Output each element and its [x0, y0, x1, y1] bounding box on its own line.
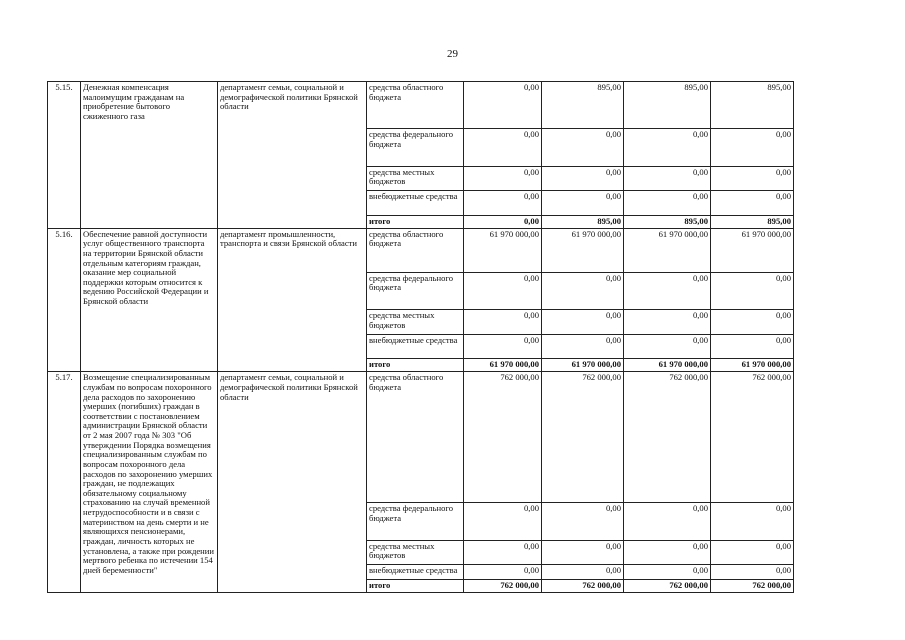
value-cell: 0,00 — [711, 310, 794, 335]
value-cell: 0,00 — [542, 191, 624, 216]
value-cell: 0,00 — [711, 272, 794, 310]
value-cell: 0,00 — [542, 272, 624, 310]
value-cell: 0,00 — [464, 540, 542, 565]
funding-source: средства областного бюджета — [367, 228, 464, 272]
value-cell: 0,00 — [624, 503, 711, 541]
value-cell: 0,00 — [542, 503, 624, 541]
total-value: 895,00 — [542, 215, 624, 228]
value-cell: 762 000,00 — [542, 372, 624, 503]
value-cell: 0,00 — [542, 540, 624, 565]
funding-source: внебюджетные средства — [367, 565, 464, 579]
table-row — [48, 82, 794, 129]
total-value: 61 970 000,00 — [711, 359, 794, 372]
value-cell: 0,00 — [464, 310, 542, 335]
item-title: Денежная компенсация малоимущим гражданам на приобретение бытового сжиженного газа — [81, 82, 218, 229]
value-cell: 0,00 — [464, 82, 542, 129]
item-title: Возмещение специализированным службам по вопросам похоронного дела расходов по захоронению умерших (погибших) граждан в соответствии с постановлением администрации Брянской области от 2 мая 2007 года № 303 "Об утверждении Порядка возмещения специализированным службам по вопросам похоронного дела расходов по захоронению умерших граждан, не подлежащих обязательному социальному страхованию на случай временной нетрудоспособности и в связи с материнством на день смерти и не являющихся пенсионерами, граждан, личность которых не установлена, а также при рождении мертвого ребенка по истечении 154 дней беременности" — [81, 372, 218, 593]
value-cell: 0,00 — [542, 565, 624, 579]
value-cell: 0,00 — [624, 540, 711, 565]
value-cell: 895,00 — [711, 82, 794, 129]
total-label: итого — [367, 215, 464, 228]
value-cell: 0,00 — [624, 166, 711, 191]
value-cell: 762 000,00 — [624, 372, 711, 503]
value-cell: 0,00 — [542, 334, 624, 359]
funding-source: средства федерального бюджета — [367, 128, 464, 166]
value-cell: 0,00 — [711, 503, 794, 541]
value-cell: 0,00 — [464, 272, 542, 310]
value-cell: 0,00 — [624, 191, 711, 216]
value-cell: 0,00 — [624, 310, 711, 335]
value-cell: 0,00 — [711, 128, 794, 166]
total-value: 895,00 — [624, 215, 711, 228]
value-cell: 0,00 — [542, 166, 624, 191]
value-cell: 0,00 — [464, 128, 542, 166]
total-value: 0,00 — [464, 215, 542, 228]
value-cell: 0,00 — [624, 272, 711, 310]
total-value: 762 000,00 — [711, 579, 794, 592]
total-label: итого — [367, 359, 464, 372]
page-number: 29 — [447, 48, 458, 60]
funding-source: средства областного бюджета — [367, 82, 464, 129]
value-cell: 762 000,00 — [711, 372, 794, 503]
item-department: департамент семьи, социальной и демографической политики Брянской области — [218, 82, 367, 229]
table-row — [48, 228, 794, 272]
item-number: 5.15. — [48, 82, 81, 229]
value-cell: 61 970 000,00 — [542, 228, 624, 272]
value-cell: 762 000,00 — [464, 372, 542, 503]
value-cell: 0,00 — [711, 191, 794, 216]
value-cell: 0,00 — [711, 540, 794, 565]
value-cell: 0,00 — [542, 310, 624, 335]
total-value: 762 000,00 — [464, 579, 542, 592]
item-department: департамент семьи, социальной и демографической политики Брянской области — [218, 372, 367, 593]
value-cell: 895,00 — [542, 82, 624, 129]
item-department: департамент промышленности, транспорта и связи Брянской области — [218, 228, 367, 372]
value-cell: 895,00 — [624, 82, 711, 129]
total-value: 762 000,00 — [624, 579, 711, 592]
funding-source: средства местных бюджетов — [367, 310, 464, 335]
total-label: итого — [367, 579, 464, 592]
value-cell: 0,00 — [464, 166, 542, 191]
value-cell: 0,00 — [542, 128, 624, 166]
funding-source: средства федерального бюджета — [367, 272, 464, 310]
budget-table — [47, 81, 794, 593]
value-cell: 0,00 — [464, 565, 542, 579]
value-cell: 61 970 000,00 — [711, 228, 794, 272]
value-cell: 0,00 — [711, 334, 794, 359]
value-cell: 0,00 — [464, 503, 542, 541]
total-value: 61 970 000,00 — [464, 359, 542, 372]
value-cell: 0,00 — [624, 128, 711, 166]
item-title: Обеспечение равной доступности услуг общественного транспорта на территории Брянской области отдельным категориям граждан, оказание мер социальной поддержки которым относится к ведению Российской Федерации и Брянской области — [81, 228, 218, 372]
value-cell: 0,00 — [464, 191, 542, 216]
value-cell: 0,00 — [464, 334, 542, 359]
funding-source: внебюджетные средства — [367, 191, 464, 216]
total-value: 895,00 — [711, 215, 794, 228]
funding-source: внебюджетные средства — [367, 334, 464, 359]
value-cell: 0,00 — [711, 565, 794, 579]
total-value: 61 970 000,00 — [624, 359, 711, 372]
funding-source: средства федерального бюджета — [367, 503, 464, 541]
value-cell: 61 970 000,00 — [464, 228, 542, 272]
value-cell: 0,00 — [624, 334, 711, 359]
value-cell: 61 970 000,00 — [624, 228, 711, 272]
item-number: 5.16. — [48, 228, 81, 372]
funding-source: средства местных бюджетов — [367, 166, 464, 191]
total-value: 61 970 000,00 — [542, 359, 624, 372]
total-value: 762 000,00 — [542, 579, 624, 592]
value-cell: 0,00 — [624, 565, 711, 579]
funding-source: средства областного бюджета — [367, 372, 464, 503]
item-number: 5.17. — [48, 372, 81, 593]
funding-source: средства местных бюджетов — [367, 540, 464, 565]
value-cell: 0,00 — [711, 166, 794, 191]
table-row — [48, 372, 794, 503]
